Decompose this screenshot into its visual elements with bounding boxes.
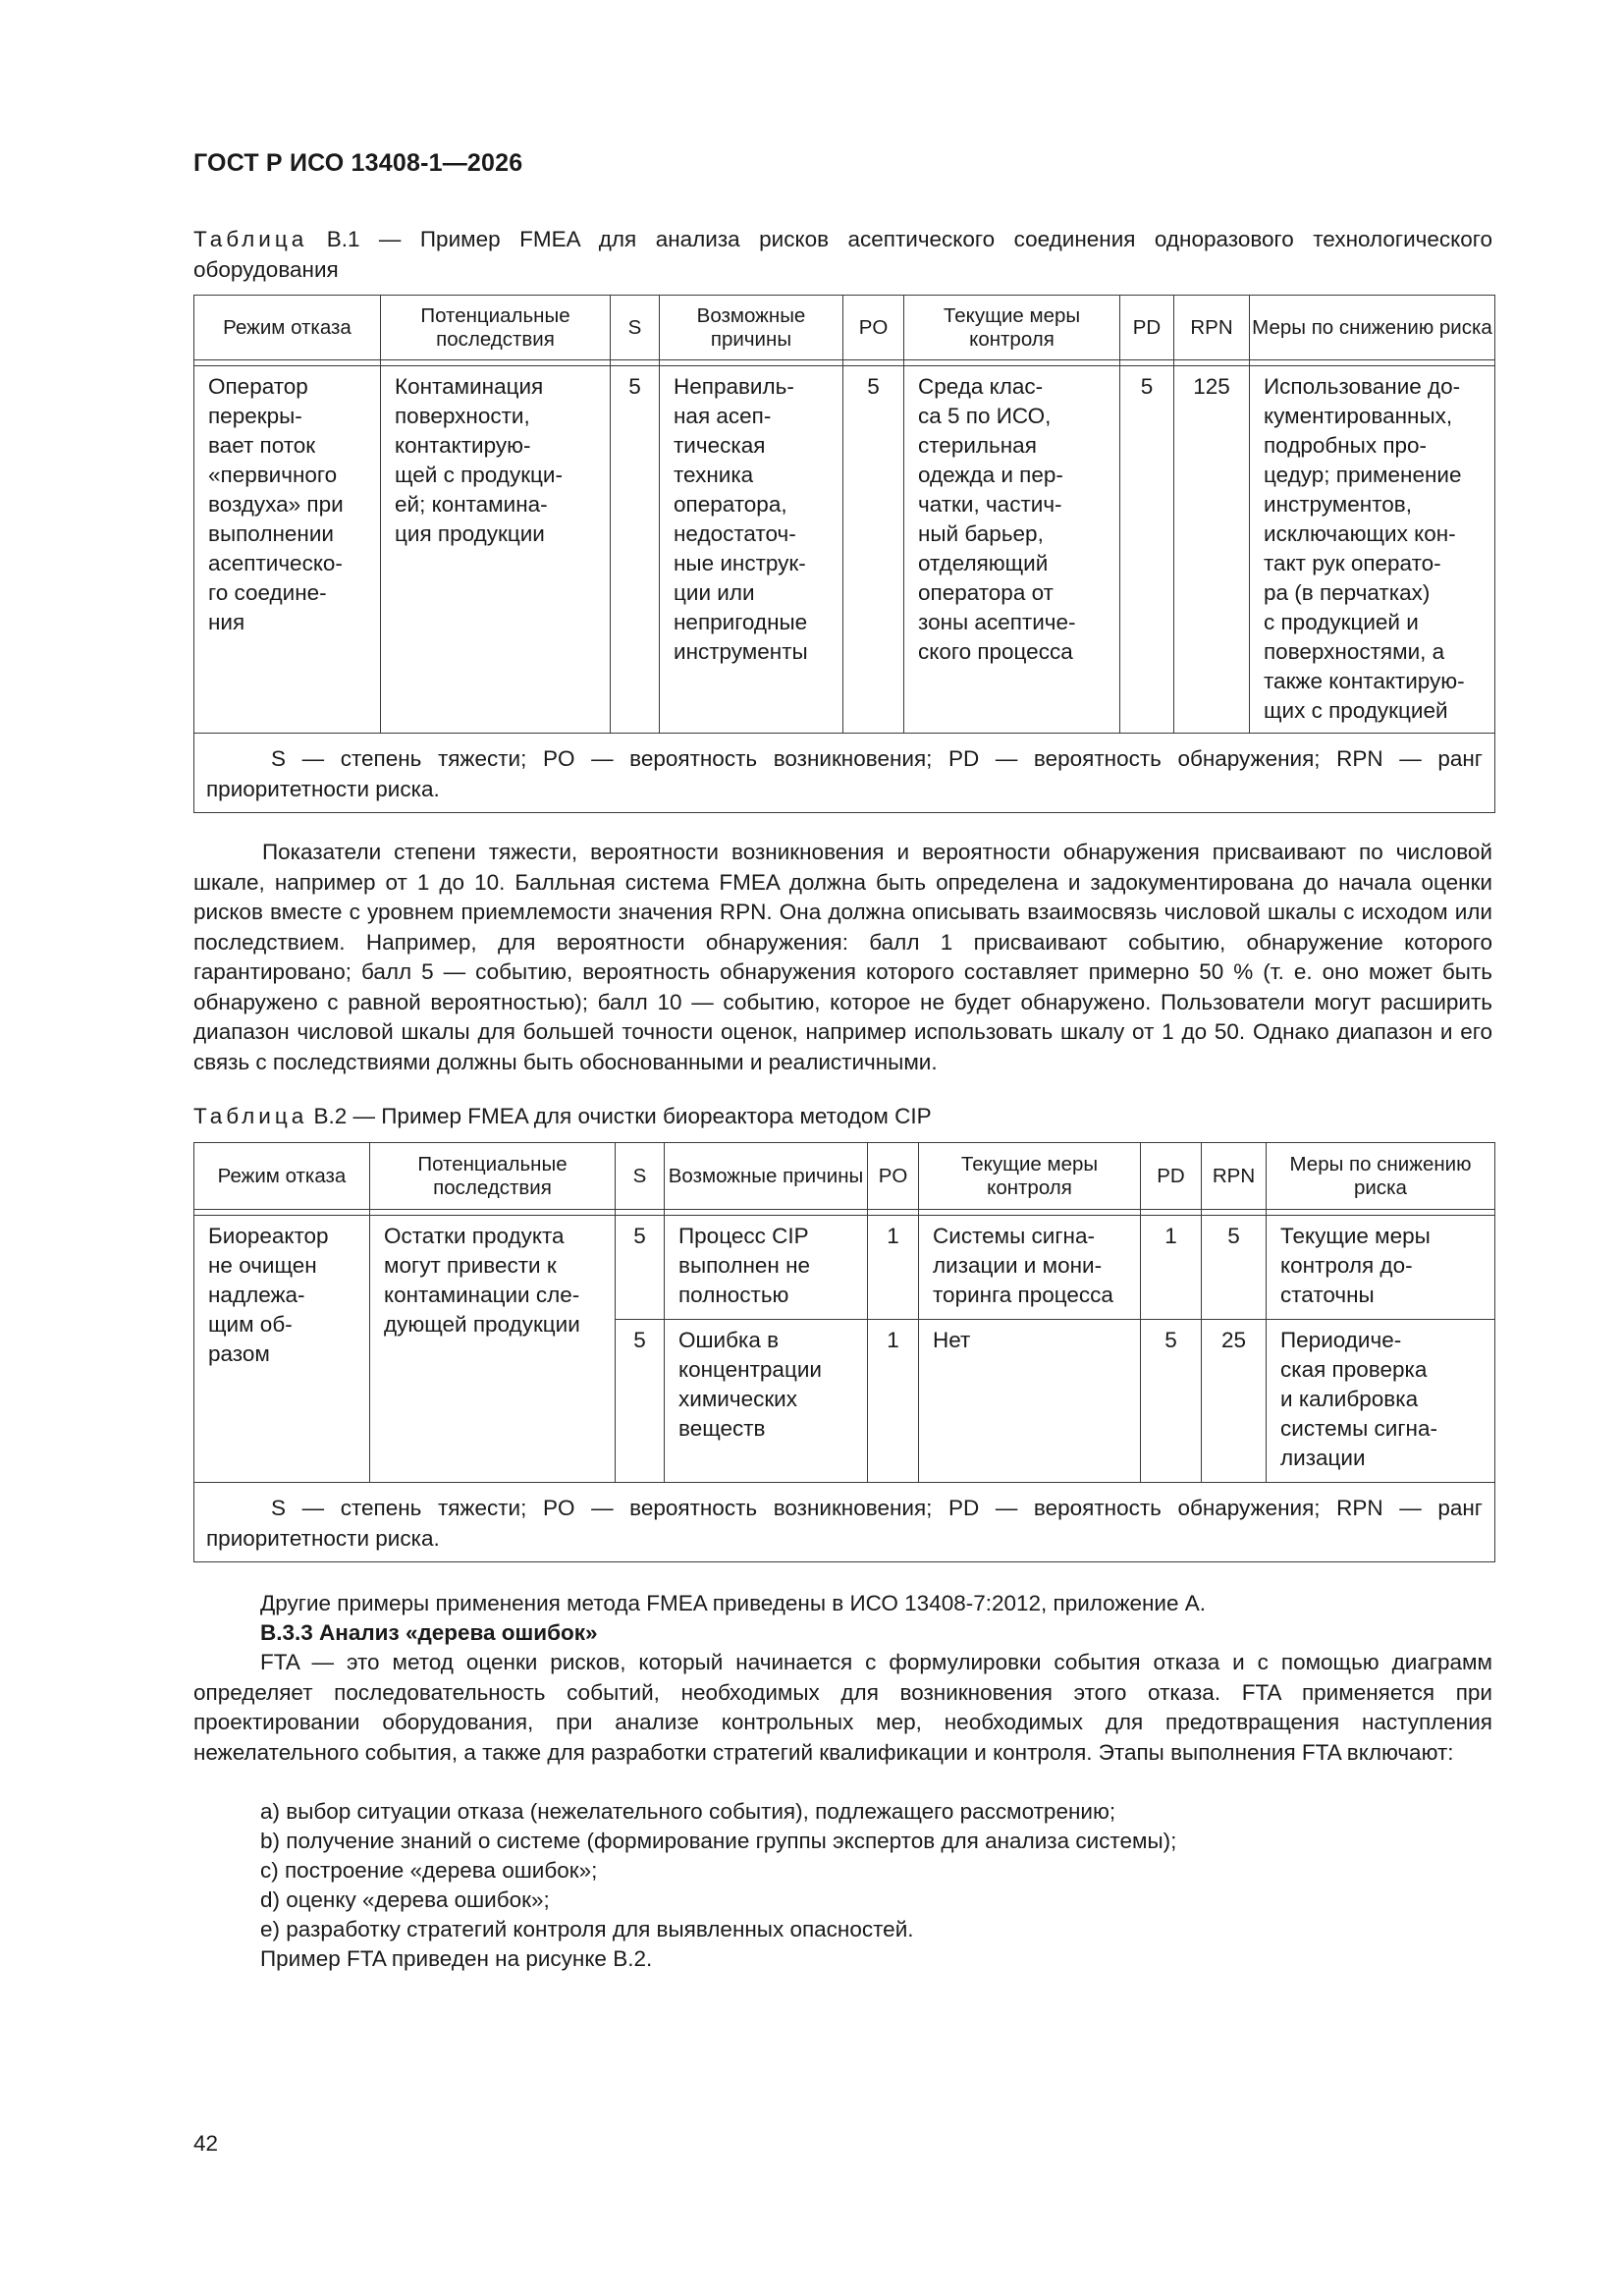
list-item: a) выбор ситуации отказа (нежелательного события), подлежащего рассмотрению; xyxy=(260,1799,1116,1824)
table1-header-rpn: RPN xyxy=(1174,296,1250,360)
table2-cell-effects: Остатки продукта могут привести к контаминации сле- дующей продукции xyxy=(370,1216,616,1483)
table1-header-measures: Меры по снижению риска xyxy=(1250,296,1495,360)
table1-header-pd: PD xyxy=(1120,296,1174,360)
scale-paragraph-text: Показатели степени тяжести, вероятности возникновения и вероятности обнаружения присваивают по числовой шкале, например от 1 до 10. Балльная система FMEA должна быть определена и задокументирована до начала оценки рисков вместе с уровнем приемлемости значения RPN. Она должна описывать взаимосвязь числовой шкалы с исходом или последствием. Например, для вероятности обнаружения: балл 1 присваивают событию, обнаружение которого гарантировано; балл 5 — событию, вероятность обнаружения которого составляет примерно 50 % (т. е. оно может быть обнаружено с равной вероятностью); балл 10 — событию, которое не будет обнаружено. Пользователи могут расширить диапазон числовой шкалы для большей точности оценок, например использовать шкалу от 1 до 50. Однако диапазон и его связь с последствиями должны быть обоснованными и реалистичными. xyxy=(193,840,1492,1074)
table2-header-effects: Потенциальные последствия xyxy=(370,1143,616,1210)
table2-cell-rpn: 5 xyxy=(1202,1216,1267,1320)
table-row xyxy=(194,366,1495,734)
table-row xyxy=(194,1216,1495,1320)
table2-cell-measures: Периодиче- ская проверка и калибровка системы сигна- лизации xyxy=(1267,1320,1495,1483)
table1-caption-prefix: Таблица xyxy=(193,227,308,251)
table2-cell-s: 5 xyxy=(616,1320,665,1483)
table2-caption-prefix: Таблица xyxy=(193,1104,308,1128)
table2-header-rpn: RPN xyxy=(1202,1143,1267,1210)
table2-cell-measures: Текущие меры контроля до- статочны xyxy=(1267,1216,1495,1320)
table2-caption-text: В.2 — Пример FMEA для очистки биореактора методом CIP xyxy=(307,1104,932,1128)
table1-caption xyxy=(193,224,1492,285)
table1-header-effects: Потенциальные последствия xyxy=(381,296,611,360)
list-item: e) разработку стратегий контроля для выявленных опасностей. xyxy=(260,1917,914,1941)
table1-header-s: S xyxy=(611,296,660,360)
table2-header-pd: PD xyxy=(1141,1143,1202,1210)
table2-header-causes: Возможные причины xyxy=(665,1143,868,1210)
table2-cell-pd: 1 xyxy=(1141,1216,1202,1320)
table2-cell-causes: Ошибка в концентрации химических веществ xyxy=(665,1320,868,1483)
section-heading: В.3.3 Анализ «дерева ошибок» xyxy=(260,1620,598,1645)
table1-cell-s: 5 xyxy=(611,366,660,734)
table1 xyxy=(193,295,1495,813)
document-header: ГОСТ Р ИСО 13408-1—2026 xyxy=(193,149,523,177)
list-item: c) построение «дерева ошибок»; xyxy=(260,1858,598,1883)
table2-cell-causes: Процесс CIP выполнен не полностью xyxy=(665,1216,868,1320)
table1-caption-text: В.1 — Пример FMEA для анализа рисков асептического соединения одноразового технологического оборудования xyxy=(193,227,1492,282)
table2-cell-po: 1 xyxy=(868,1216,919,1320)
table2 xyxy=(193,1142,1495,1562)
table1-note xyxy=(194,734,1495,813)
table1-note-text: S — степень тяжести; PO — вероятность возникновения; PD — вероятность обнаружения; RPN — ранг приоритетности риска. xyxy=(206,746,1483,801)
table2-cell-controls: Нет xyxy=(919,1320,1141,1483)
table1-header-po: PO xyxy=(843,296,904,360)
table1-cell-causes: Неправиль- ная асеп- тическая техника оператора, недостаточ- ные инструк- ции или непригодные инструменты xyxy=(660,366,843,734)
page-number: 42 xyxy=(193,2131,219,2156)
fta-paragraph-text: FTA — это метод оценки рисков, который начинается с формулировки события отказа и с помощью диаграмм определяет последовательность событий, необходимых для возникновения этого отказа. FTA применяется при проектировании оборудования, при анализе контрольных мер, необходимых для предотвращения наступления нежелательного события, а также для разработки стратегий квалификации и контроля. Этапы выполнения FTA включают: xyxy=(193,1650,1492,1765)
fta-example-line: Пример FTA приведен на рисунке В.2. xyxy=(260,1946,653,1971)
table1-header-mode: Режим отказа xyxy=(194,296,381,360)
list-item: d) оценку «дерева ошибок»; xyxy=(260,1887,550,1912)
table1-header-controls: Текущие меры контроля xyxy=(904,296,1120,360)
table2-caption xyxy=(193,1101,1492,1131)
table2-header-mode: Режим отказа xyxy=(194,1143,370,1210)
table2-note xyxy=(194,1483,1495,1562)
table1-cell-rpn: 125 xyxy=(1174,366,1250,734)
table2-cell-s: 5 xyxy=(616,1216,665,1320)
table2-header-measures: Меры по снижению риска xyxy=(1267,1143,1495,1210)
table1-cell-effects: Контаминация поверхности, контактирую- щей с продукци- ей; контамина- ция продукции xyxy=(381,366,611,734)
table1-cell-measures: Использование до- кументированных, подробных про- цедур; применение инструментов, исключающих кон- такт рук операто- ра (в перчатках) с продукцией и поверхностями, а также контактирую- щих с продукцией xyxy=(1250,366,1495,734)
table2-header-po: PO xyxy=(868,1143,919,1210)
table2-header-controls: Текущие меры контроля xyxy=(919,1143,1141,1210)
table2-header-s: S xyxy=(616,1143,665,1210)
other-examples-line: Другие примеры применения метода FMEA приведены в ИСО 13408-7:2012, приложение А. xyxy=(260,1591,1207,1615)
list-item: b) получение знаний о системе (формирование группы экспертов для анализа системы); xyxy=(260,1829,1177,1853)
table1-header-causes: Возможные причины xyxy=(660,296,843,360)
table2-cell-controls: Системы сигна- лизации и мони- торинга процесса xyxy=(919,1216,1141,1320)
table2-cell-rpn: 25 xyxy=(1202,1320,1267,1483)
table2-cell-po: 1 xyxy=(868,1320,919,1483)
table2-cell-pd: 5 xyxy=(1141,1320,1202,1483)
table2-cell-mode: Биореактор не очищен надлежа- щим об- разом xyxy=(194,1216,370,1483)
table1-cell-pd: 5 xyxy=(1120,366,1174,734)
table1-cell-mode: Оператор перекры- вает поток «первичного воздуха» при выполнении асептическо- го соедине- ния xyxy=(194,366,381,734)
scale-paragraph xyxy=(193,838,1492,1077)
fta-paragraph xyxy=(193,1648,1492,1768)
table1-cell-po: 5 xyxy=(843,366,904,734)
table1-cell-controls: Среда клас- са 5 по ИСО, стерильная одежда и пер- чатки, частич- ный барьер, отделяющий оператора от зоны асептиче- ского процесса xyxy=(904,366,1120,734)
table2-note-text: S — степень тяжести; PO — вероятность возникновения; PD — вероятность обнаружения; RPN — ранг приоритетности риска. xyxy=(206,1496,1483,1551)
